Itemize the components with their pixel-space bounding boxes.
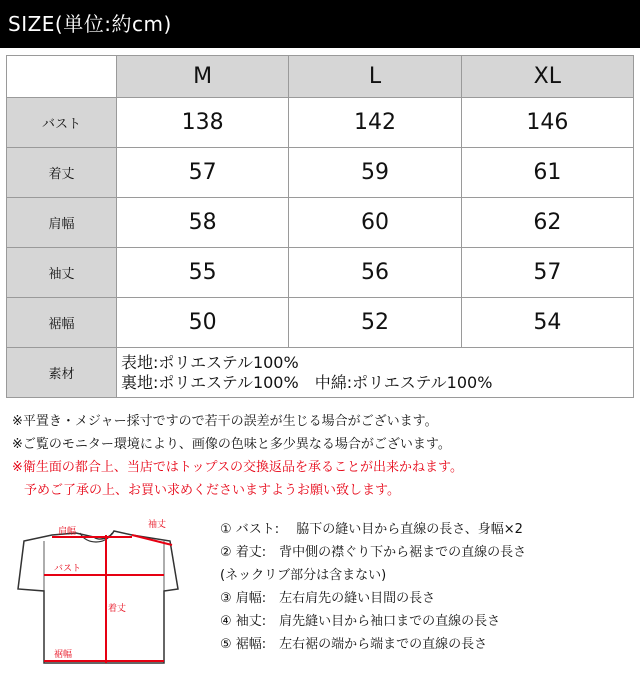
table-cell: 52 bbox=[289, 298, 461, 348]
table-cell: 62 bbox=[461, 198, 633, 248]
tshirt-outline-icon bbox=[14, 515, 194, 675]
table-cell: 59 bbox=[289, 148, 461, 198]
row-label-sleeve: 袖丈 bbox=[7, 248, 117, 298]
row-label-material: 素材 bbox=[7, 348, 117, 398]
table-cell: 60 bbox=[289, 198, 461, 248]
material-line-lining bbox=[121, 373, 633, 393]
diagram-label-sleeve: 袖丈 bbox=[148, 520, 167, 530]
table-cell: 55 bbox=[117, 248, 289, 298]
legend-item-length-note: (ネックリブ部分は含まない) bbox=[220, 568, 387, 583]
notes-section bbox=[12, 410, 632, 502]
table-cell: 138 bbox=[117, 98, 289, 148]
note-returns: ※衛生面の都合上、当店ではトップスの交換返品を承ることが出来かねます。 bbox=[12, 460, 463, 475]
material-row bbox=[7, 348, 634, 398]
legend-item-length: ② 着丈: 背中側の襟ぐり下から裾までの直線の長さ bbox=[220, 545, 527, 560]
table-corner-cell bbox=[7, 56, 117, 98]
table-cell: 146 bbox=[461, 98, 633, 148]
table-row bbox=[7, 298, 634, 348]
page-title: SIZE(単位:約cm) bbox=[0, 0, 640, 48]
row-label-bust: バスト bbox=[7, 98, 117, 148]
note-measurement: ※平置き・メジャー採寸ですので若干の誤差が生じる場合がございます。 bbox=[12, 414, 438, 429]
table-cell: 56 bbox=[289, 248, 461, 298]
table-cell: 57 bbox=[117, 148, 289, 198]
table-row bbox=[7, 98, 634, 148]
table-cell: 142 bbox=[289, 98, 461, 148]
material-line-outer: 表地:ポリエステル100% bbox=[121, 352, 299, 372]
tshirt-diagram bbox=[14, 515, 194, 675]
table-cell: 54 bbox=[461, 298, 633, 348]
table-row bbox=[7, 148, 634, 198]
row-label-hem: 裾幅 bbox=[7, 298, 117, 348]
diagram-label-hem: 裾幅 bbox=[54, 650, 73, 660]
table-cell: 58 bbox=[117, 198, 289, 248]
table-cell: 57 bbox=[461, 248, 633, 298]
table-cell: 50 bbox=[117, 298, 289, 348]
size-header-xl: XL bbox=[461, 56, 633, 98]
table-cell: 61 bbox=[461, 148, 633, 198]
row-label-shoulder: 肩幅 bbox=[7, 198, 117, 248]
size-header-m: M bbox=[117, 56, 289, 98]
measurement-legend bbox=[220, 518, 635, 656]
diagram-label-bust: バスト bbox=[54, 564, 82, 574]
table-row bbox=[7, 198, 634, 248]
diagram-label-shoulder: 肩幅 bbox=[58, 527, 77, 537]
table-row bbox=[7, 248, 634, 298]
legend-item-sleeve: ④ 袖丈: 肩先縫い目から袖口までの直線の長さ bbox=[220, 614, 501, 629]
material-lining-text: 裏地:ポリエステル100% bbox=[121, 372, 299, 392]
legend-item-hem: ⑤ 裾幅: 左右裾の端から端までの直線の長さ bbox=[220, 637, 488, 652]
diagram-label-length: 着丈 bbox=[108, 604, 127, 614]
size-header-l: L bbox=[289, 56, 461, 98]
note-apology: 予めご了承の上、お買い求めくださいますようお願い致します。 bbox=[24, 483, 400, 498]
legend-item-shoulder: ③ 肩幅: 左右肩先の縫い目間の長さ bbox=[220, 591, 436, 606]
size-table bbox=[6, 55, 634, 398]
legend-item-bust: ① バスト: 脇下の縫い目から直線の長さ、身幅×2 bbox=[220, 522, 523, 537]
material-cell bbox=[117, 348, 634, 398]
table-header-row bbox=[7, 56, 634, 98]
row-label-length: 着丈 bbox=[7, 148, 117, 198]
material-padding-text: 中綿:ポリエステル100% bbox=[314, 372, 493, 392]
note-color: ※ご覧のモニター環境により、画像の色味と多少異なる場合がございます。 bbox=[12, 437, 451, 452]
